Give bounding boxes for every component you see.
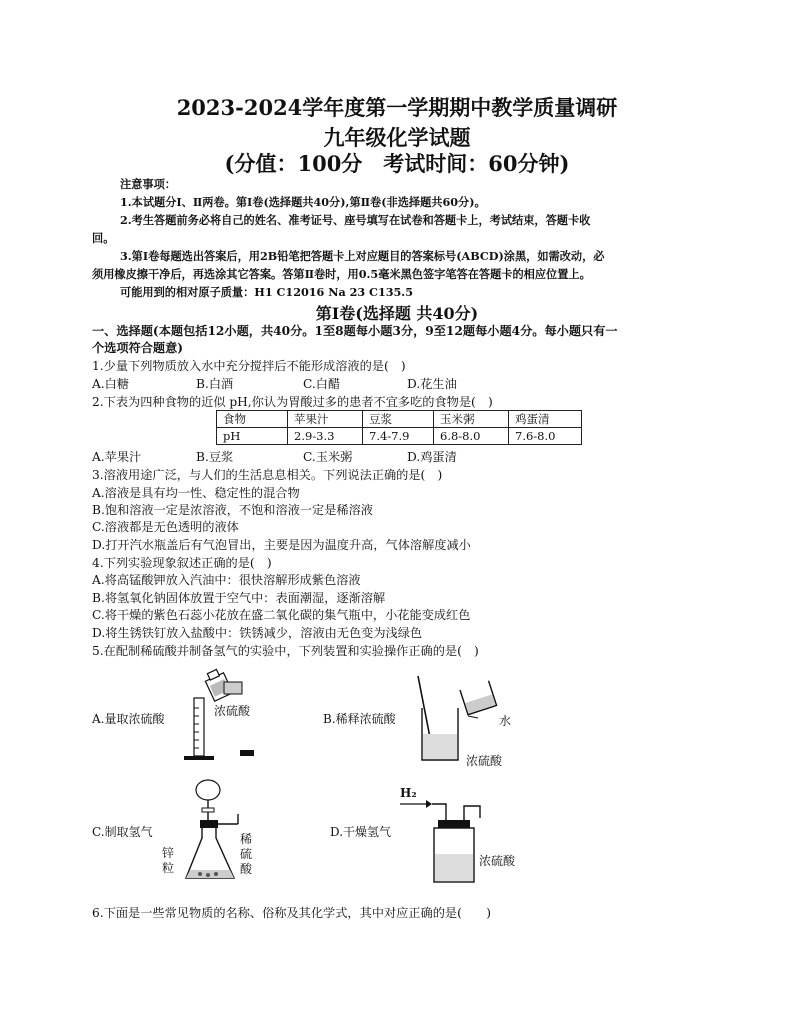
table-cell: 豆浆 [363, 411, 434, 428]
graduated-cylinder-diagram [180, 672, 260, 768]
q5-d-gas-label: H₂ [400, 786, 417, 800]
score-time-line: (分值：100分 考试时间：60分钟) [224, 151, 570, 176]
q5-c-acid-label: 稀硫酸 [240, 832, 253, 876]
q1-option-b: B.白酒 [196, 377, 234, 391]
table-cell: 2.9-3.3 [288, 428, 363, 445]
q2-option-a: A.苹果汁 [92, 450, 142, 464]
q4-option-b: B.将氢氧化钠固体放置于空气中：表面潮湿，逐渐溶解 [92, 591, 386, 605]
q4-stem: 4.下列实验现象叙述正确的是( ) [92, 556, 272, 570]
q5-option-c-label: C.制取氢气 [92, 825, 153, 839]
table-cell: pH [217, 428, 288, 445]
q5-option-a-label: A.量取浓硫酸 [92, 712, 165, 726]
q5-d-acid-label: 浓硫酸 [479, 854, 516, 868]
section-1-title: 第Ⅰ卷(选择题 共40分) [315, 304, 479, 323]
q1-option-d: D.花生油 [407, 377, 457, 391]
gas-washing-bottle-diagram [398, 796, 498, 888]
q3-option-d: D.打开汽水瓶盖后有气泡冒出，主要是因为温度升高，气体溶解度减小 [92, 538, 471, 552]
note-2a: 2.考生答题前务必将自己的姓名、准考证号、座号填写在试卷和答题卡上，考试结束，答题卡收 [120, 213, 591, 227]
note-3a: 3.第Ⅰ卷每题选出答案后，用2B铅笔把答题卡上对应题目的答案标号(ABCD)涂黑，如需改动，必 [120, 249, 605, 263]
table-cell: 7.6-8.0 [509, 428, 582, 445]
q5-a-reagent-label: 浓硫酸 [214, 704, 251, 718]
q3-option-a: A.溶液是具有均一性、稳定性的混合物 [92, 486, 300, 500]
table-cell: 鸡蛋清 [509, 411, 582, 428]
q5-c-zinc-label: 锌粒 [162, 846, 175, 875]
table-cell: 食物 [217, 411, 288, 428]
q2-option-c: C.玉米粥 [303, 450, 353, 464]
q2-option-d: D.鸡蛋清 [407, 450, 457, 464]
table-cell: 6.8-8.0 [434, 428, 509, 445]
q5-b-acid-label: 浓硫酸 [466, 754, 503, 768]
table-cell: 玉米粥 [434, 411, 509, 428]
note-1: 1.本试题分Ⅰ、Ⅱ两卷。第Ⅰ卷(选择题共40分),第Ⅱ卷(非选择题共60分)。 [120, 195, 486, 209]
ph-table-row [217, 411, 582, 428]
q3-option-b: B.饱和溶液一定是浓溶液，不饱和溶液一定是稀溶液 [92, 503, 373, 517]
q5-option-d-label: D.干燥氢气 [330, 825, 392, 839]
q5-option-b-label: B.稀释浓硫酸 [323, 712, 396, 726]
ph-table-row [217, 428, 582, 445]
q4-option-a: A.将高锰酸钾放入汽油中：很快溶解形成紫色溶液 [92, 573, 361, 587]
note-2b: 回。 [92, 231, 115, 245]
table-cell: 7.4-7.9 [363, 428, 434, 445]
atomic-masses: 可能用到的相对原子质量：H1 C12016 Na 23 C135.5 [120, 285, 413, 299]
q2-stem: 2.下表为四种食物的近似 pH,你认为胃酸过多的患者不宜多吃的食物是( ) [92, 395, 493, 409]
q5-stem: 5.在配制稀硫酸并制备氢气的实验中，下列装置和实验操作正确的是( ) [92, 644, 479, 658]
q4-option-d: D.将生锈铁钉放入盐酸中：铁锈减少，溶液由无色变为浅绿色 [92, 626, 423, 640]
table-cell: 苹果汁 [288, 411, 363, 428]
note-3b: 须用橡皮擦干净后，再选涂其它答案。答第Ⅱ卷时，用0.5毫米黑色签字笔答在答题卡的相应位置上。 [92, 267, 591, 281]
q1-stem: 1.少量下列物质放入水中充分搅拌后不能形成溶液的是( ) [92, 359, 406, 373]
q3-stem: 3.溶液用途广泛，与人们的生活息息相关。下列说法正确的是( ) [92, 468, 443, 482]
notes-heading: 注意事项： [120, 177, 176, 191]
q1-option-c: C.白醋 [303, 377, 341, 391]
q1-option-a: A.白糖 [92, 377, 130, 391]
q6-stem: 6.下面是一些常见物质的名称、俗称及其化学式，其中对应正确的是( ) [92, 906, 491, 920]
q2-option-b: B.豆浆 [196, 450, 234, 464]
grade-subject-title: 九年级化学试题 [323, 125, 471, 150]
section-1-intro-b: 个选项符合题意) [92, 341, 184, 355]
ph-table [216, 410, 582, 445]
q5-b-water-label: 水 [499, 714, 512, 728]
q4-option-c: C.将干燥的紫色石蕊小花放在盛二氧化碳的集气瓶中，小花能变成红色 [92, 608, 471, 622]
q3-option-c: C.溶液都是无色透明的液体 [92, 520, 239, 534]
section-1-intro-a: 一、选择题(本题包括12小题，共40分。1至8题每小题3分，9至12题每小题4分。每小题只有一 [92, 324, 618, 338]
exam-title: 2023-2024学年度第一学期期中教学质量调研 [176, 95, 618, 120]
